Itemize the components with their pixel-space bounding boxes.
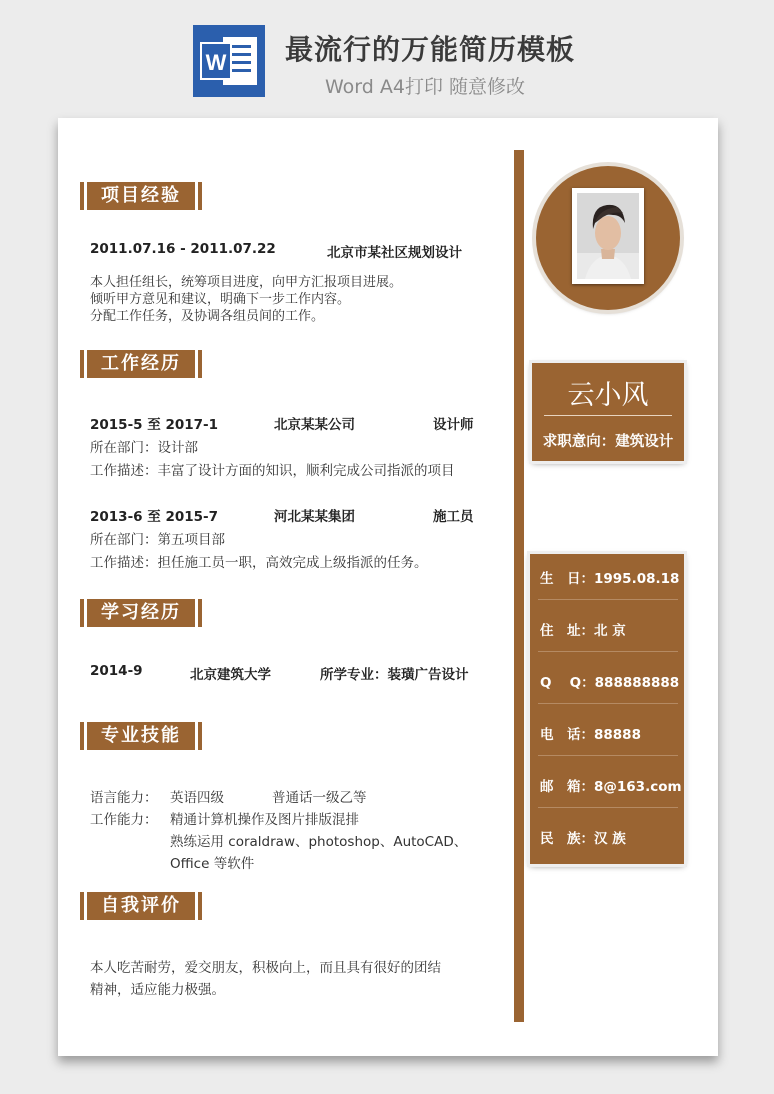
name-divider bbox=[544, 415, 672, 416]
info-address: 住 址：北 京 bbox=[540, 623, 626, 639]
resume-paper bbox=[58, 118, 718, 1056]
self-eval-1: 本人吃苦耐劳，爱交朋友，积极向上，而且具有很好的团结 bbox=[90, 960, 441, 976]
info-birthday: 生 日：1995.08.18 bbox=[540, 571, 680, 587]
svg-text:W: W bbox=[205, 50, 227, 75]
divider-line bbox=[514, 150, 524, 1022]
project-desc-3: 分配工作任务，及协调各组员间的工作。 bbox=[90, 309, 325, 324]
job-2-period: 2013-6 至 2015-7 bbox=[90, 509, 219, 525]
section-title-skills: 专业技能 bbox=[80, 722, 202, 750]
job-2-desc: 工作描述：担任施工员一职，高效完成上级指派的任务。 bbox=[90, 555, 428, 571]
header bbox=[0, 0, 774, 118]
candidate-name: 云小风 bbox=[567, 380, 649, 411]
skills-work-label: 工作能力： bbox=[90, 812, 158, 828]
skills-work-2: 熟练运用 coraldraw、photoshop、AutoCAD、 bbox=[170, 834, 468, 850]
job-2-dept: 所在部门：第五项目部 bbox=[90, 532, 225, 548]
education-year: 2014-9 bbox=[90, 663, 143, 679]
section-title-work: 工作经历 bbox=[80, 350, 202, 378]
job-2-position: 施工员 bbox=[433, 509, 474, 525]
portrait-photo bbox=[572, 188, 644, 284]
job-1-dept: 所在部门：设计部 bbox=[90, 440, 198, 456]
job-1-position: 设计师 bbox=[433, 417, 474, 433]
word-icon bbox=[193, 25, 265, 97]
info-divider bbox=[538, 755, 678, 756]
section-title-project: 项目经验 bbox=[80, 182, 202, 210]
info-email: 邮 箱：8@163.com bbox=[540, 779, 682, 795]
skills-lang-label: 语言能力： bbox=[90, 790, 158, 806]
skills-work-3: Office 等软件 bbox=[170, 856, 255, 872]
project-desc-2: 倾听甲方意见和建议，明确下一步工作内容。 bbox=[90, 292, 351, 307]
personal-info-card bbox=[530, 554, 684, 864]
info-divider bbox=[538, 599, 678, 600]
info-divider bbox=[538, 703, 678, 704]
page-title: 最流行的万能简历模板 bbox=[285, 33, 576, 66]
page-subtitle: Word A4打印 随意修改 bbox=[325, 76, 526, 98]
section-title-self: 自我评价 bbox=[80, 892, 202, 920]
project-name: 北京市某社区规划设计 bbox=[327, 245, 462, 261]
info-ethnicity: 民 族：汉 族 bbox=[540, 831, 626, 847]
skills-work-1: 精通计算机操作及图片排版混排 bbox=[170, 812, 359, 828]
education-school: 北京建筑大学 bbox=[190, 667, 271, 683]
job-objective: 求职意向：建筑设计 bbox=[542, 434, 674, 450]
photo-circle bbox=[536, 166, 680, 310]
job-1-company: 北京某某公司 bbox=[274, 417, 355, 433]
job-1-period: 2015-5 至 2017-1 bbox=[90, 417, 219, 433]
project-desc-1: 本人担任组长，统筹项目进度，向甲方汇报项目进展。 bbox=[90, 275, 403, 290]
section-title-education: 学习经历 bbox=[80, 599, 202, 627]
skills-lang-1: 英语四级 bbox=[170, 790, 224, 806]
self-eval-2: 精神，适应能力极强。 bbox=[90, 982, 225, 998]
info-divider bbox=[538, 807, 678, 808]
education-major: 所学专业：装璜广告设计 bbox=[320, 667, 469, 683]
job-1-desc: 工作描述：丰富了设计方面的知识，顺利完成公司指派的项目 bbox=[90, 463, 455, 479]
skills-lang-2: 普通话一级乙等 bbox=[272, 790, 367, 806]
info-qq: Q Q：888888888 bbox=[540, 675, 680, 691]
project-period: 2011.07.16 - 2011.07.22 bbox=[90, 241, 276, 257]
name-card bbox=[532, 363, 684, 461]
info-divider bbox=[538, 651, 678, 652]
job-2-company: 河北某某集团 bbox=[274, 509, 355, 525]
info-phone: 电 话：88888 bbox=[540, 727, 641, 743]
